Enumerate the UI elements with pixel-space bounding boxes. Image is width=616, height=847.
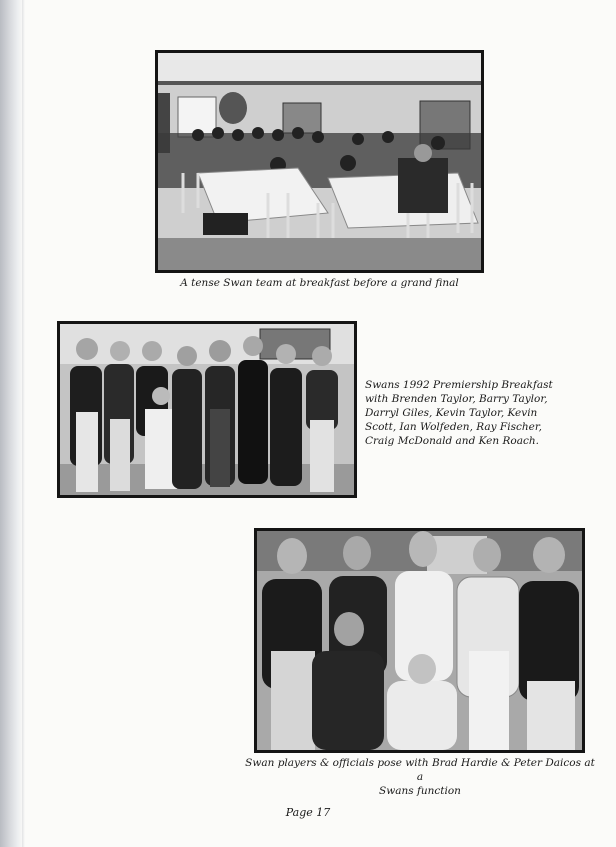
book-spine-edge [22, 0, 25, 847]
caption-team-breakfast: A tense Swan team at breakfast before a grand final [180, 277, 459, 289]
caption-line: Swans 1992 Premiership Breakfast [365, 379, 553, 391]
caption-players-officials [245, 756, 595, 798]
caption-line: Craig McDonald and Ken Roach. [365, 435, 539, 447]
caption-line: Swan players & officials pose with Brad Hardie & Peter Daicos at a [245, 757, 595, 783]
book-spine-shadow [0, 0, 22, 847]
photo-team-breakfast-image [158, 53, 481, 270]
photo-premiership-breakfast-image [60, 324, 354, 495]
caption-line: Scott, Ian Wolfeden, Ray Fischer, [365, 421, 543, 433]
caption-line: Swans function [379, 785, 461, 797]
page-number: Page 17 [285, 806, 331, 819]
caption-line: Darryl Giles, Kevin Taylor, Kevin [365, 407, 538, 419]
photo-players-officials-image [257, 531, 582, 750]
caption-line: with Brenden Taylor, Barry Taylor, [365, 393, 548, 405]
photo-team-breakfast [155, 50, 484, 273]
caption-premiership-breakfast [365, 378, 565, 448]
photo-players-officials [254, 528, 585, 753]
photo-premiership-breakfast [57, 321, 357, 498]
